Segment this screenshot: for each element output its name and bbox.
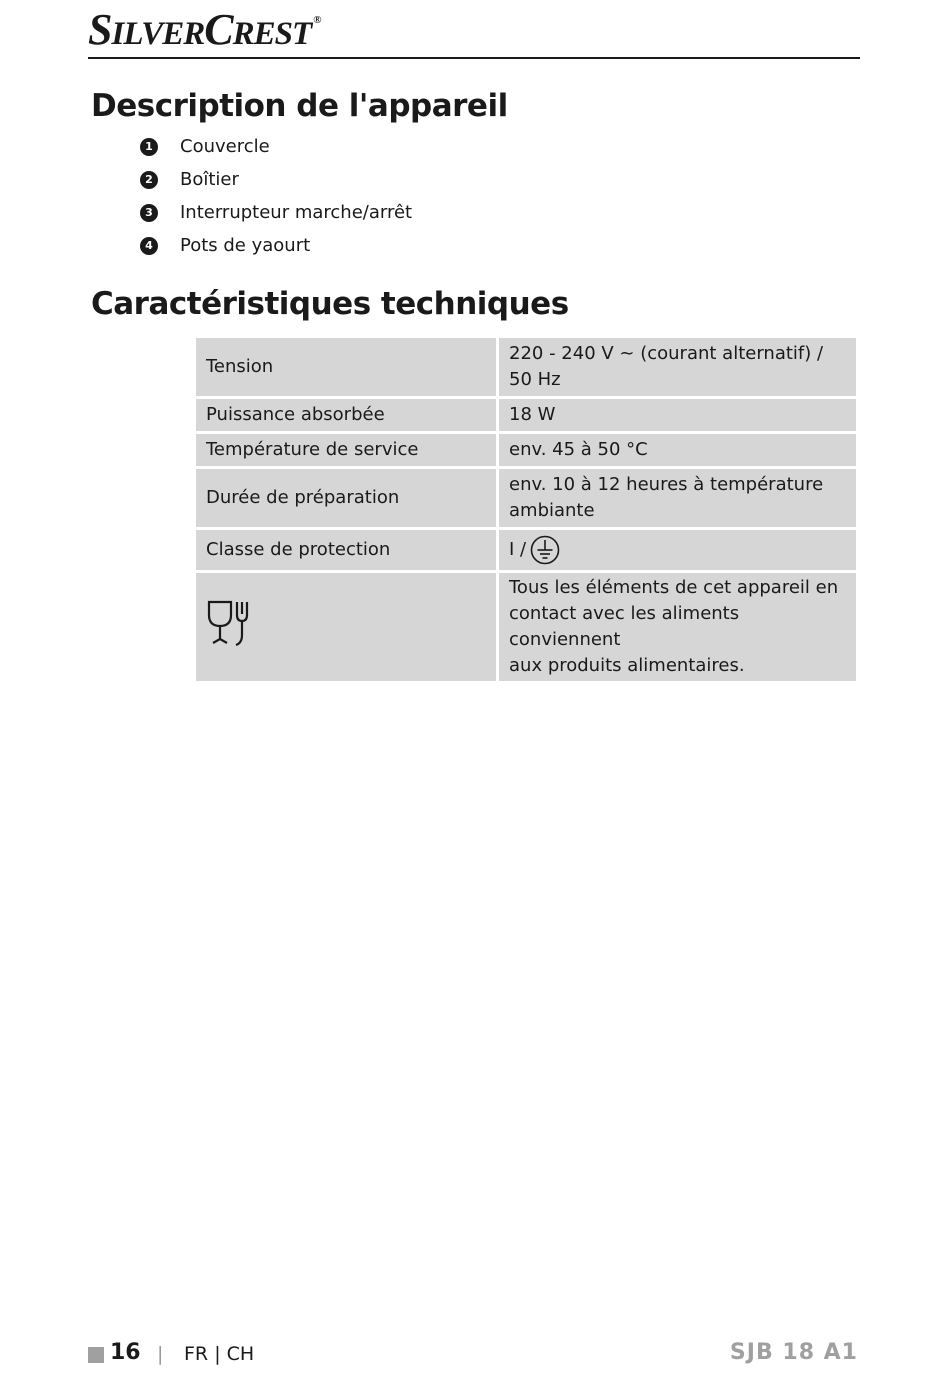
- list-item: [140, 130, 412, 163]
- spec-label: Classe de protection: [196, 530, 496, 570]
- spec-value: 18 W: [499, 399, 856, 431]
- table-row: [196, 399, 856, 431]
- list-item-label: Pots de yaourt: [180, 235, 311, 256]
- table-row: [196, 469, 856, 527]
- spec-value: env. 45 à 50 °C: [499, 434, 856, 466]
- spec-value: I /: [499, 530, 856, 570]
- section-title-description: Description de l'appareil: [91, 88, 508, 124]
- footer-marker: [88, 1347, 104, 1363]
- spec-label: Puissance absorbée: [196, 399, 496, 431]
- spec-label: Tension: [196, 338, 496, 396]
- number-badge: 3: [140, 204, 158, 222]
- specs-table: [193, 335, 859, 684]
- list-item: [140, 229, 412, 262]
- table-row: [196, 530, 856, 570]
- spec-value: 220 - 240 V ~ (courant alternatif) / 50 Hz: [499, 338, 856, 396]
- page-number: 16: [110, 1340, 141, 1365]
- footer-separator: |: [157, 1343, 164, 1365]
- spec-label: Durée de préparation: [196, 469, 496, 527]
- brand-logo: SILVERCREST ®: [88, 5, 321, 54]
- spec-label: Température de service: [196, 434, 496, 466]
- list-item: [140, 163, 412, 196]
- number-badge: 4: [140, 237, 158, 255]
- table-row: [196, 338, 856, 396]
- list-item-label: Interrupteur marche/arrêt: [180, 202, 413, 223]
- table-row: [196, 434, 856, 466]
- footer-language: FR | CH: [184, 1343, 255, 1365]
- section-title-specs: Caractéristiques techniques: [91, 286, 569, 322]
- list-item: [140, 196, 412, 229]
- number-badge: 1: [140, 138, 158, 156]
- spec-value: env. 10 à 12 heures à température ambiante: [499, 469, 856, 527]
- model-number: SJB 18 A1: [729, 1340, 858, 1365]
- header-rule: [88, 57, 860, 59]
- protective-earth-icon: [530, 535, 560, 565]
- food-safe-glass-fork-icon: [206, 599, 252, 647]
- list-item-label: Boîtier: [180, 169, 239, 190]
- spec-label: [196, 573, 496, 681]
- spec-value: Tous les éléments de cet appareil en contact avec les aliments conviennent aux produits alimentaires.: [499, 573, 856, 681]
- list-item-label: Couvercle: [180, 136, 270, 157]
- number-badge: 2: [140, 171, 158, 189]
- parts-list: [140, 130, 412, 262]
- table-row: [196, 573, 856, 681]
